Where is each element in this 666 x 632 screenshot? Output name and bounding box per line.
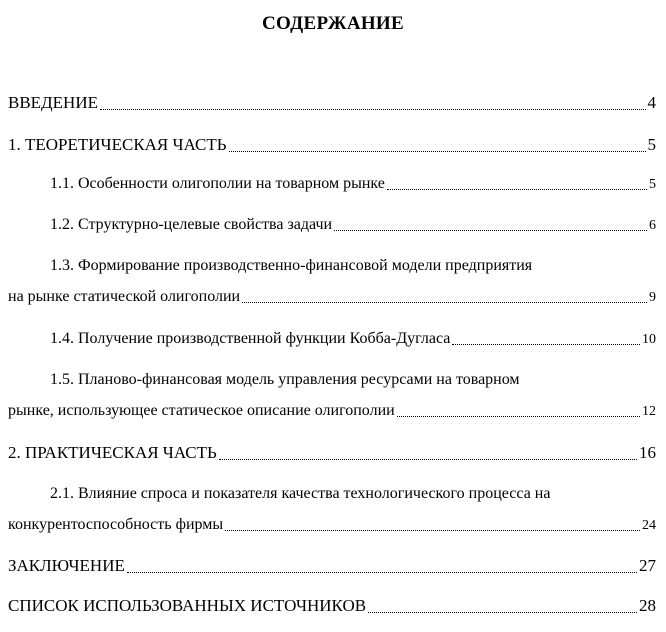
toc-entry-conclusion[interactable] xyxy=(0,556,656,576)
toc-entry-page: 9 xyxy=(649,290,656,305)
toc-entry-2-1[interactable] xyxy=(0,516,656,534)
toc-entry-page: 5 xyxy=(649,177,656,192)
toc-entry-1-2[interactable] xyxy=(0,216,656,234)
toc-entry-page: 16 xyxy=(639,443,656,462)
toc-entry-page: 27 xyxy=(639,556,656,575)
toc-leader-dots xyxy=(127,571,637,573)
toc-entry-text: ЗАКЛЮЧЕНИЕ xyxy=(8,556,125,575)
toc-leader-dots xyxy=(219,458,637,460)
toc-leader-dots xyxy=(334,229,647,231)
toc-entry-1-3-line1[interactable]: 1.3. Формирование производственно-финансовой модели предприятия xyxy=(50,257,533,274)
toc-entry-1-3[interactable] xyxy=(0,288,656,306)
toc-entry-1-1[interactable] xyxy=(0,175,656,193)
toc-leader-dots xyxy=(229,150,646,152)
toc-entry-text: 1.2. Структурно-целевые свойства задачи xyxy=(50,216,333,233)
toc-entry-1-5[interactable] xyxy=(0,402,656,420)
toc-entry-introduction[interactable] xyxy=(0,93,656,113)
toc-entry-text: 2. ПРАКТИЧЕСКАЯ ЧАСТЬ xyxy=(8,443,217,462)
toc-entry-page: 24 xyxy=(642,518,656,533)
toc-entry-text: ВВЕДЕНИЕ xyxy=(8,93,98,112)
toc-entry-2-1-line1[interactable]: 2.1. Влияние спроса и показателя качества технологического процесса на xyxy=(50,485,551,502)
toc-entry-page: 5 xyxy=(647,135,656,154)
toc-entry-page: 6 xyxy=(649,218,656,233)
toc-entry-references[interactable] xyxy=(0,596,656,616)
toc-entry-text: рынке, использующее статическое описание олигополии xyxy=(8,402,395,419)
toc-entry-text: 1.1. Особенности олигополии на товарном рынке xyxy=(50,175,385,192)
toc-entry-1-5-line1[interactable]: 1.5. Планово-финансовая модель управления ресурсами на товарном xyxy=(50,371,520,388)
document-title: СОДЕРЖАНИЕ xyxy=(262,13,404,34)
toc-leader-dots xyxy=(100,108,646,110)
toc-entry-1-4[interactable] xyxy=(0,330,656,348)
toc-leader-dots xyxy=(225,529,640,531)
toc-entry-practice[interactable] xyxy=(0,443,656,463)
toc-entry-page: 12 xyxy=(642,404,656,419)
toc-entry-text: 1.4. Получение производственной функции Кобба-Дугласа xyxy=(50,330,451,347)
toc-entry-text: 1. ТЕОРЕТИЧЕСКАЯ ЧАСТЬ xyxy=(8,135,227,154)
toc-entry-page: 28 xyxy=(639,596,656,615)
toc-entry-text: на рынке статической олигополии xyxy=(8,288,241,305)
toc-entry-page: 4 xyxy=(647,93,656,112)
toc-entry-text: конкурентоспособность фирмы xyxy=(8,516,224,533)
toc-entry-text: СПИСОК ИСПОЛЬЗОВАННЫХ ИСТОЧНИКОВ xyxy=(8,596,367,615)
toc-entry-page: 10 xyxy=(642,332,656,347)
toc-leader-dots xyxy=(242,301,647,303)
toc-leader-dots xyxy=(368,611,637,613)
toc-entry-theory[interactable] xyxy=(0,135,656,155)
toc-leader-dots xyxy=(387,188,647,190)
toc-leader-dots xyxy=(397,415,640,417)
toc-leader-dots xyxy=(452,343,640,345)
